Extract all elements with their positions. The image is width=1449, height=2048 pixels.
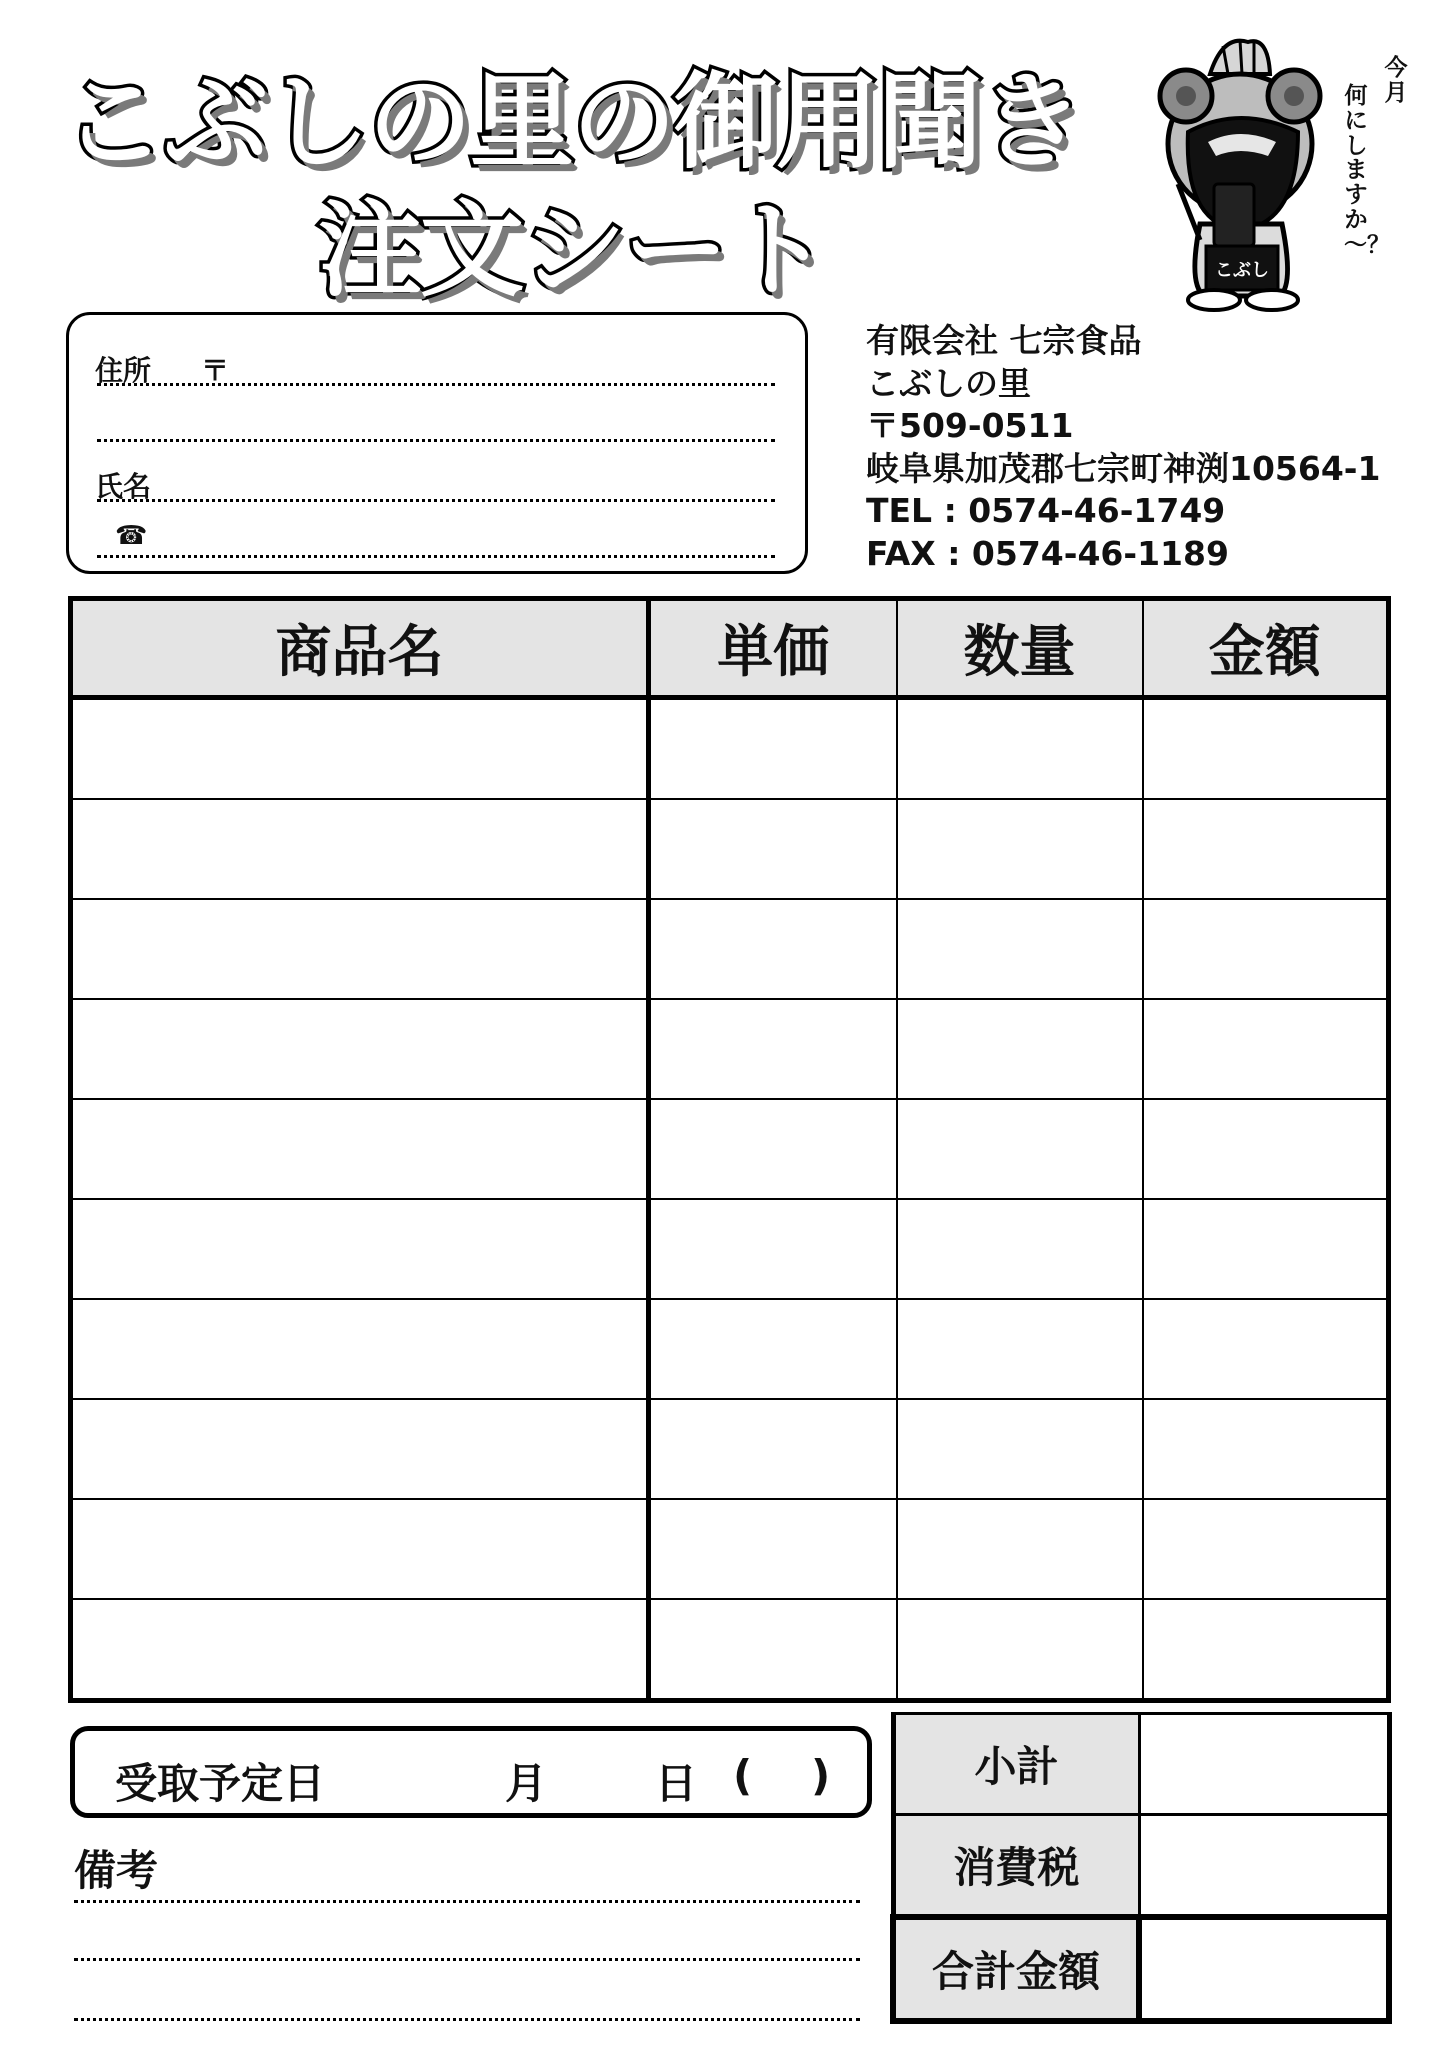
company-info (866, 320, 1380, 575)
fish-mascot-illustration (1148, 34, 1328, 314)
header-product-name: 商品名 (71, 599, 649, 698)
order-row (71, 1099, 1389, 1199)
unit-price-cell[interactable] (649, 1499, 897, 1599)
header-amount: 金額 (1143, 599, 1389, 698)
unit-price-cell[interactable] (649, 899, 897, 999)
quantity-cell[interactable] (897, 1299, 1143, 1399)
customer-info-box (66, 312, 808, 574)
product-name-cell[interactable] (71, 899, 649, 999)
name-line[interactable] (97, 499, 775, 502)
quantity-cell[interactable] (897, 1199, 1143, 1299)
quantity-cell[interactable] (897, 899, 1143, 999)
pickup-date-box (70, 1726, 872, 1818)
amount-cell[interactable] (1143, 899, 1389, 999)
quantity-cell[interactable] (897, 1599, 1143, 1701)
amount-cell[interactable] (1143, 698, 1389, 800)
company-name: 有限会社 七宗食品 (866, 321, 1142, 360)
amount-cell[interactable] (1143, 1199, 1389, 1299)
order-table-body (71, 698, 1389, 1701)
quantity-cell[interactable] (897, 1099, 1143, 1199)
unit-price-cell[interactable] (649, 1199, 897, 1299)
unit-price-cell[interactable] (649, 799, 897, 899)
order-row (71, 1599, 1389, 1701)
speech-text-2: 何にしますか～？ (1344, 83, 1390, 258)
header-unit-price: 単価 (649, 599, 897, 698)
product-name-cell[interactable] (71, 1199, 649, 1299)
product-name-cell[interactable] (71, 698, 649, 800)
company-fax: FAX : 0574-46-1189 (866, 533, 1229, 573)
unit-price-cell[interactable] (649, 698, 897, 800)
product-name-cell[interactable] (71, 999, 649, 1099)
postal-mark: 〒 (201, 354, 230, 387)
remarks-line-1[interactable] (74, 1900, 860, 1903)
order-table (68, 596, 1391, 1703)
order-row (71, 899, 1389, 999)
grand-total-row (893, 1917, 1389, 2021)
remarks-label: 備考 (74, 1846, 159, 1895)
amount-cell[interactable] (1143, 999, 1389, 1099)
amount-cell[interactable] (1143, 1099, 1389, 1199)
product-name-cell[interactable] (71, 1499, 649, 1599)
product-name-cell[interactable] (71, 799, 649, 899)
product-name-cell[interactable] (71, 1299, 649, 1399)
order-row (71, 1499, 1389, 1599)
order-table-header (71, 599, 1389, 698)
pickup-month-label: 月 (505, 1759, 548, 1808)
subtotal-row (893, 1714, 1389, 1815)
name-label: 氏名 (95, 470, 152, 503)
company-tel: TEL : 0574-46-1749 (866, 491, 1226, 530)
order-row (71, 999, 1389, 1099)
speech-text-1: 今月 (1384, 55, 1408, 106)
subtotal-label: 小計 (893, 1714, 1139, 1815)
pickup-day-label: 日 (655, 1759, 698, 1808)
order-row (71, 1199, 1389, 1299)
address-label: 住所 (95, 354, 152, 387)
address-line-1[interactable] (97, 383, 775, 386)
phone-line[interactable] (97, 555, 775, 558)
tax-row (893, 1815, 1389, 1918)
tax-value-cell[interactable] (1139, 1815, 1389, 1918)
tax-label: 消費税 (893, 1815, 1139, 1918)
amount-cell[interactable] (1143, 799, 1389, 899)
title-line-2: 注文シート (318, 189, 829, 311)
pickup-weekday-open: ( (733, 1751, 753, 1800)
shop-name: こぶしの里 (866, 363, 1031, 403)
amount-cell[interactable] (1143, 1499, 1389, 1599)
grand-total-label: 合計金額 (893, 1917, 1139, 2021)
quantity-cell[interactable] (897, 698, 1143, 800)
company-postal: 〒509-0511 (866, 406, 1074, 445)
unit-price-cell[interactable] (649, 1099, 897, 1199)
product-name-cell[interactable] (71, 1599, 649, 1701)
grand-total-value-cell[interactable] (1139, 1917, 1389, 2021)
company-address: 岐阜県加茂郡七宗町神渕10564-1 (866, 448, 1381, 488)
header-quantity: 数量 (897, 599, 1143, 698)
order-row (71, 1299, 1389, 1399)
unit-price-cell[interactable] (649, 1299, 897, 1399)
quantity-cell[interactable] (897, 1499, 1143, 1599)
order-row (71, 698, 1389, 800)
quantity-cell[interactable] (897, 799, 1143, 899)
pickup-date-label: 受取予定日 (115, 1759, 326, 1808)
remarks-line-3[interactable] (74, 2018, 860, 2021)
remarks-line-2[interactable] (74, 1958, 860, 1961)
totals-table (890, 1712, 1392, 2024)
product-name-cell[interactable] (71, 1099, 649, 1199)
unit-price-cell[interactable] (649, 999, 897, 1099)
amount-cell[interactable] (1143, 1399, 1389, 1499)
pickup-weekday-close: ) (811, 1751, 831, 1800)
subtotal-value-cell[interactable] (1139, 1714, 1389, 1815)
order-row (71, 1399, 1389, 1499)
phone-icon: ☎ (115, 521, 148, 551)
order-row (71, 799, 1389, 899)
title-line-1: こぶしの里の御用聞き (62, 61, 1083, 183)
product-name-cell[interactable] (71, 1399, 649, 1499)
address-line-2[interactable] (97, 439, 775, 442)
quantity-cell[interactable] (897, 999, 1143, 1099)
amount-cell[interactable] (1143, 1299, 1389, 1399)
unit-price-cell[interactable] (649, 1399, 897, 1499)
apron-text: こぶし (1215, 260, 1269, 281)
amount-cell[interactable] (1143, 1599, 1389, 1701)
unit-price-cell[interactable] (649, 1599, 897, 1701)
quantity-cell[interactable] (897, 1399, 1143, 1499)
